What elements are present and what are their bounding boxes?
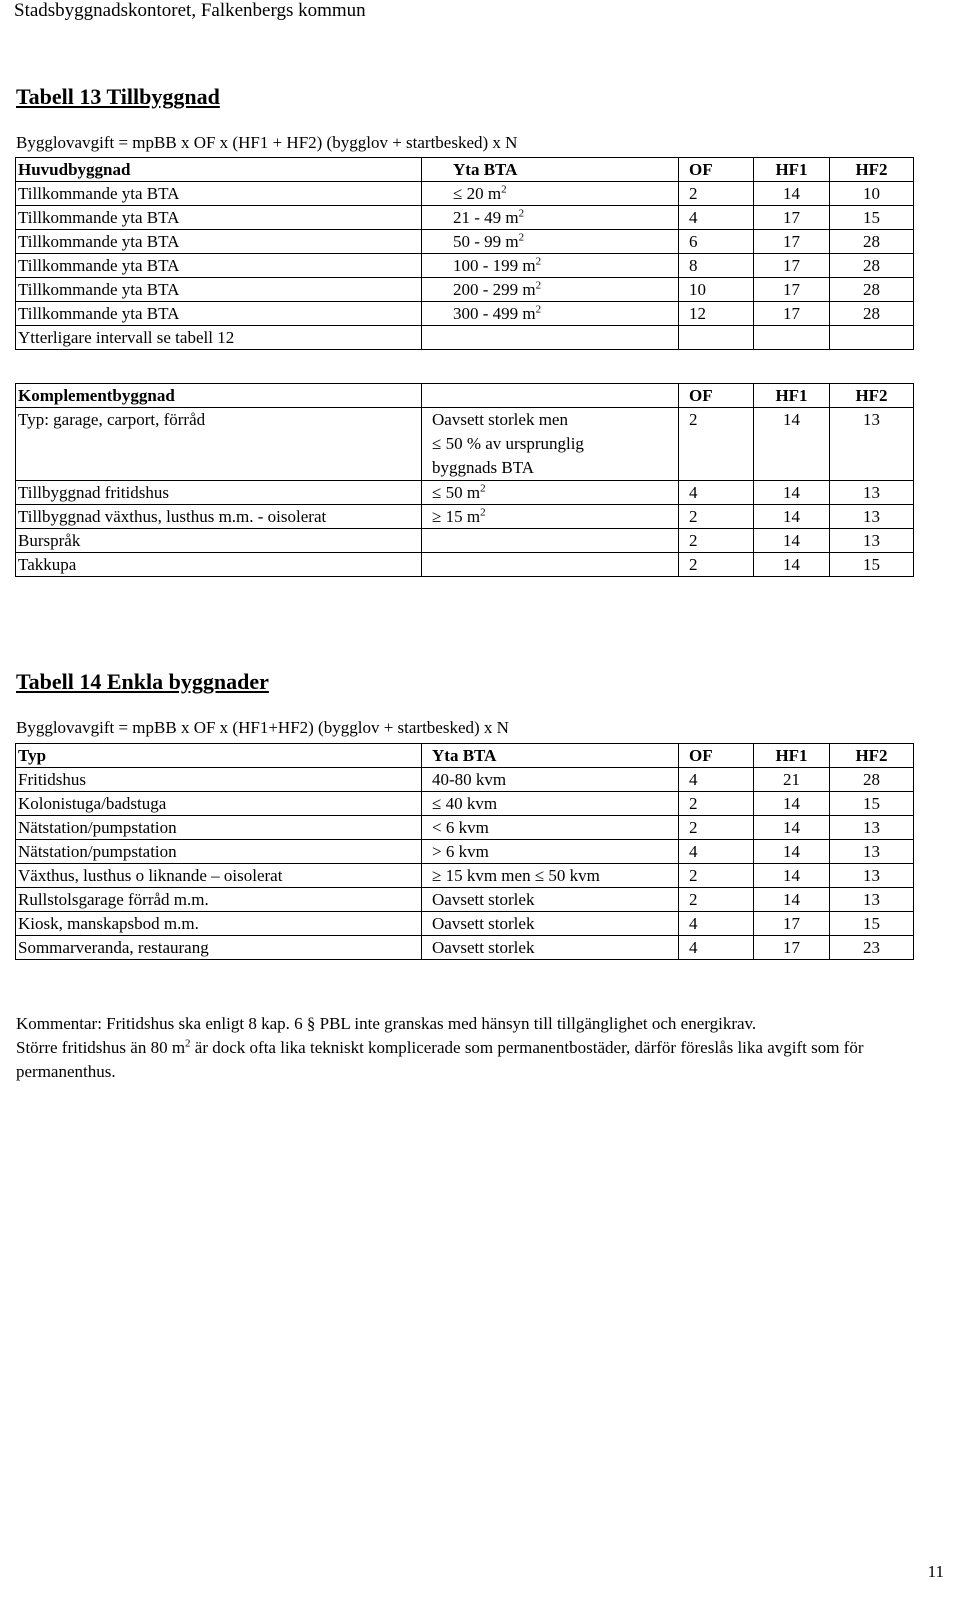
table-row xyxy=(16,888,914,912)
of-cell: 2 xyxy=(679,864,754,888)
yta-cell xyxy=(422,481,679,505)
header-cell: Komplementbyggnad xyxy=(16,384,422,408)
comment-paragraph xyxy=(16,1012,936,1084)
table13-main xyxy=(15,157,914,350)
hf1-cell: 14 xyxy=(754,792,830,816)
hf1-cell xyxy=(754,326,830,350)
table14-title: Tabell 14 Enkla byggnader xyxy=(16,669,269,694)
header-cell: HF2 xyxy=(830,384,914,408)
hf1-cell: 14 xyxy=(754,864,830,888)
hf2-cell: 23 xyxy=(830,936,914,960)
hf2-cell: 28 xyxy=(830,768,914,792)
table-row xyxy=(16,792,914,816)
table-row xyxy=(16,816,914,840)
table-row xyxy=(16,768,914,792)
typ-cell: Kiosk, manskapsbod m.m. xyxy=(16,912,422,936)
of-cell: 2 xyxy=(679,182,754,206)
table-header-row xyxy=(16,744,914,768)
header-cell: Yta BTA xyxy=(422,744,679,768)
comment-line1: Kommentar: Fritidshus ska enligt 8 kap. 6 § PBL inte granskas med hänsyn till tillgänglighet och energikrav. xyxy=(16,1014,757,1033)
yta-cell-text: 100 - 199 m xyxy=(453,256,536,275)
hf2-cell xyxy=(830,326,914,350)
table-header-row xyxy=(16,158,914,182)
yta-cell: Oavsett storlek xyxy=(422,912,679,936)
header-cell: HF1 xyxy=(754,744,830,768)
yta-line: byggnads BTA xyxy=(432,458,535,477)
hf2-cell: 13 xyxy=(830,816,914,840)
header-cell: OF xyxy=(679,744,754,768)
hf2-cell: 13 xyxy=(830,864,914,888)
yta-cell xyxy=(422,408,679,481)
table-row xyxy=(16,840,914,864)
yta-cell-sup: 2 xyxy=(480,482,486,495)
hf1-cell: 14 xyxy=(754,553,830,577)
yta-cell-sup: 2 xyxy=(480,506,486,519)
table13-complement xyxy=(15,383,914,577)
of-cell: 6 xyxy=(679,230,754,254)
table13-title: Tabell 13 Tillbyggnad xyxy=(16,84,220,109)
typ-cell: Fritidshus xyxy=(16,768,422,792)
table-row xyxy=(16,302,914,326)
yta-cell xyxy=(422,529,679,553)
table-header-row xyxy=(16,384,914,408)
header-cell: Huvudbyggnad xyxy=(16,158,422,182)
typ-cell: Nätstation/pumpstation xyxy=(16,816,422,840)
hf2-cell: 28 xyxy=(830,278,914,302)
yta-cell xyxy=(422,278,679,302)
table-row xyxy=(16,864,914,888)
header-cell: OF xyxy=(679,158,754,182)
header-cell: Yta BTA xyxy=(422,158,679,182)
hf1-cell: 14 xyxy=(754,182,830,206)
hf1-cell: 17 xyxy=(754,302,830,326)
typ-cell: Nätstation/pumpstation xyxy=(16,840,422,864)
table14 xyxy=(15,743,914,960)
hf2-cell: 13 xyxy=(830,408,914,481)
yta-cell-sup: 2 xyxy=(535,303,542,316)
typ-cell: Kolonistuga/badstuga xyxy=(16,792,422,816)
of-cell xyxy=(679,326,754,350)
typ-cell: Sommarveranda, restaurang xyxy=(16,936,422,960)
yta-cell-sup: 2 xyxy=(535,255,542,268)
hf1-cell: 14 xyxy=(754,408,830,481)
page-number: 11 xyxy=(927,1562,944,1581)
hf1-cell: 17 xyxy=(754,206,830,230)
document-header: Stadsbyggnadskontoret, Falkenbergs kommun xyxy=(14,0,366,21)
of-cell: 4 xyxy=(679,768,754,792)
comment-line2-a: Större fritidshus än 80 m xyxy=(16,1038,186,1057)
yta-cell: ≥ 15 kvm men ≤ 50 kvm xyxy=(422,864,679,888)
yta-cell-text: 50 - 99 m xyxy=(453,232,519,251)
hf2-cell: 15 xyxy=(830,792,914,816)
yta-cell xyxy=(422,505,679,529)
yta-cell xyxy=(422,230,679,254)
yta-cell-sup: 2 xyxy=(501,183,507,196)
yta-cell xyxy=(422,254,679,278)
yta-cell-sup: 2 xyxy=(518,231,525,244)
typ-cell: Ytterligare intervall se tabell 12 xyxy=(16,326,422,350)
header-cell: HF1 xyxy=(754,158,830,182)
hf2-cell: 28 xyxy=(830,302,914,326)
table-row xyxy=(16,505,914,529)
typ-cell: Tillkommande yta BTA xyxy=(16,182,422,206)
hf1-cell: 14 xyxy=(754,816,830,840)
hf2-cell: 13 xyxy=(830,505,914,529)
hf1-cell: 14 xyxy=(754,888,830,912)
table14-formula: Bygglovavgift = mpBB x OF x (HF1+HF2) (bygglov + startbesked) x N xyxy=(16,718,509,737)
of-cell: 2 xyxy=(679,505,754,529)
hf2-cell: 10 xyxy=(830,182,914,206)
hf2-cell: 28 xyxy=(830,254,914,278)
typ-cell: Takkupa xyxy=(16,553,422,577)
hf1-cell: 14 xyxy=(754,481,830,505)
yta-cell xyxy=(422,302,679,326)
table-row xyxy=(16,936,914,960)
yta-cell xyxy=(422,206,679,230)
hf2-cell: 15 xyxy=(830,553,914,577)
table-row xyxy=(16,326,914,350)
yta-cell: ≤ 40 kvm xyxy=(422,792,679,816)
hf1-cell: 21 xyxy=(754,768,830,792)
of-cell: 2 xyxy=(679,408,754,481)
hf2-cell: 15 xyxy=(830,912,914,936)
yta-cell-sup: 2 xyxy=(518,207,525,220)
of-cell: 4 xyxy=(679,912,754,936)
hf2-cell: 28 xyxy=(830,230,914,254)
of-cell: 2 xyxy=(679,529,754,553)
yta-cell-text: 21 - 49 m xyxy=(453,208,519,227)
table-row xyxy=(16,553,914,577)
hf1-cell: 14 xyxy=(754,505,830,529)
typ-cell: Växthus, lusthus o liknande – oisolerat xyxy=(16,864,422,888)
typ-cell: Tillbyggnad fritidshus xyxy=(16,481,422,505)
header-cell: HF2 xyxy=(830,744,914,768)
typ-cell: Tillkommande yta BTA xyxy=(16,254,422,278)
of-cell: 2 xyxy=(679,553,754,577)
of-cell: 4 xyxy=(679,840,754,864)
yta-line: Oavsett storlek men xyxy=(432,410,568,429)
table13-formula: Bygglovavgift = mpBB x OF x (HF1 + HF2) (bygglov + startbesked) x N xyxy=(16,133,518,152)
hf2-cell: 13 xyxy=(830,840,914,864)
of-cell: 2 xyxy=(679,816,754,840)
hf2-cell: 13 xyxy=(830,481,914,505)
typ-cell: Tillbyggnad växthus, lusthus m.m. - oisolerat xyxy=(16,505,422,529)
yta-cell-text: ≥ 15 m xyxy=(432,507,481,526)
typ-cell: Typ: garage, carport, förråd xyxy=(16,408,422,481)
of-cell: 4 xyxy=(679,206,754,230)
table-row xyxy=(16,481,914,505)
table-row xyxy=(16,254,914,278)
yta-cell-text: 300 - 499 m xyxy=(453,304,536,323)
of-cell: 10 xyxy=(679,278,754,302)
hf1-cell: 17 xyxy=(754,912,830,936)
table-row xyxy=(16,408,914,481)
yta-cell: < 6 kvm xyxy=(422,816,679,840)
yta-cell xyxy=(422,326,679,350)
hf2-cell: 13 xyxy=(830,888,914,912)
comment-line2-sup: 2 xyxy=(185,1037,191,1050)
of-cell: 4 xyxy=(679,936,754,960)
hf1-cell: 14 xyxy=(754,529,830,553)
typ-cell: Tillkommande yta BTA xyxy=(16,278,422,302)
hf1-cell: 14 xyxy=(754,840,830,864)
yta-line: ≤ 50 % av ursprunglig xyxy=(432,434,584,453)
yta-cell xyxy=(422,553,679,577)
header-cell xyxy=(422,384,679,408)
table-row xyxy=(16,182,914,206)
hf1-cell: 17 xyxy=(754,936,830,960)
yta-cell: > 6 kvm xyxy=(422,840,679,864)
hf2-cell: 13 xyxy=(830,529,914,553)
yta-cell-text: ≤ 50 m xyxy=(432,483,481,502)
yta-cell: 40-80 kvm xyxy=(422,768,679,792)
hf2-cell: 15 xyxy=(830,206,914,230)
of-cell: 4 xyxy=(679,481,754,505)
typ-cell: Tillkommande yta BTA xyxy=(16,206,422,230)
typ-cell: Tillkommande yta BTA xyxy=(16,230,422,254)
header-cell: Typ xyxy=(16,744,422,768)
yta-cell-sup: 2 xyxy=(535,279,542,292)
typ-cell: Tillkommande yta BTA xyxy=(16,302,422,326)
table-row xyxy=(16,529,914,553)
comment-line2-b: är dock ofta lika tekniskt komplicerade som permanentbostäder, därför föreslås lika avgift som för permanenthus. xyxy=(16,1038,864,1081)
of-cell: 8 xyxy=(679,254,754,278)
table-row xyxy=(16,206,914,230)
yta-cell-text: ≤ 20 m xyxy=(453,184,502,203)
header-cell: OF xyxy=(679,384,754,408)
table-row xyxy=(16,230,914,254)
typ-cell: Rullstolsgarage förråd m.m. xyxy=(16,888,422,912)
hf1-cell: 17 xyxy=(754,278,830,302)
hf1-cell: 17 xyxy=(754,254,830,278)
yta-cell xyxy=(422,182,679,206)
yta-cell-text: 200 - 299 m xyxy=(453,280,536,299)
of-cell: 2 xyxy=(679,792,754,816)
typ-cell: Burspråk xyxy=(16,529,422,553)
of-cell: 12 xyxy=(679,302,754,326)
header-cell: HF1 xyxy=(754,384,830,408)
yta-cell: Oavsett storlek xyxy=(422,936,679,960)
table-row xyxy=(16,912,914,936)
hf1-cell: 17 xyxy=(754,230,830,254)
of-cell: 2 xyxy=(679,888,754,912)
header-cell: HF2 xyxy=(830,158,914,182)
table-row xyxy=(16,278,914,302)
yta-cell: Oavsett storlek xyxy=(422,888,679,912)
